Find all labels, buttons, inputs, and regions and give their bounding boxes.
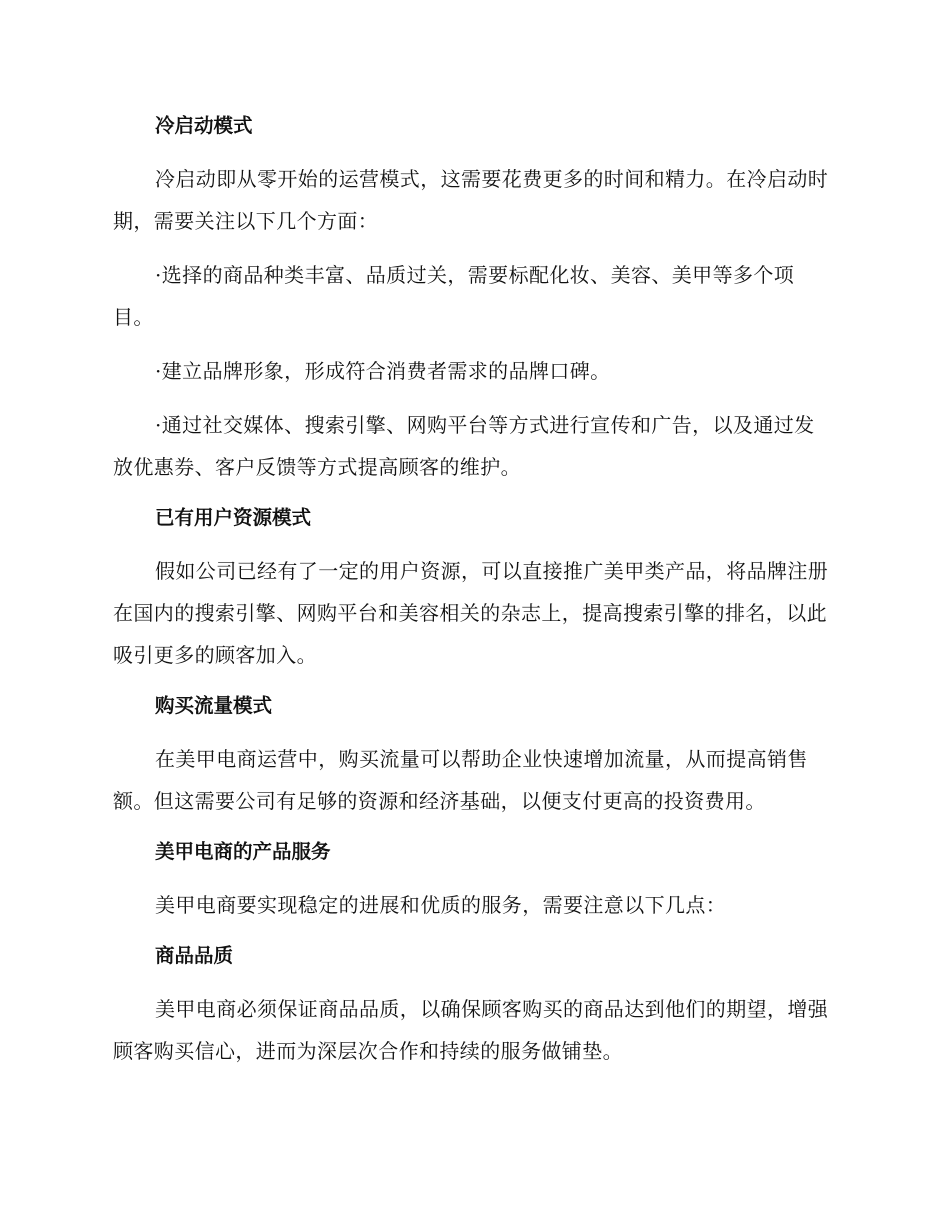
- section-heading-product-service: 美甲电商的产品服务: [155, 840, 331, 863]
- paragraph-product-quality: 美甲电商必须保证商品品质，以确保顾客购买的商品达到他们的期望，增强顾客购买信心，进而为深层次合作和持续的服务做铺垫。: [113, 997, 829, 1063]
- bullet-dot: ·: [155, 413, 162, 437]
- bullet-dot: ·: [155, 359, 162, 383]
- bullet-text: 通过社交媒体、搜索引擎、网购平台等方式进行宣传和广告，以及通过发放优惠券、客户反馈等方式提高顾客的维护。: [113, 413, 815, 479]
- bullet-item-product-variety: [113, 254, 833, 338]
- bullet-dot: ·: [155, 263, 162, 287]
- paragraph-cold-start-intro: 冷启动即从零开始的运营模式，这需要花费更多的时间和精力。在冷启动时期，需要关注以下几个方面：: [113, 167, 829, 233]
- bullet-item-promotion: [113, 404, 833, 488]
- section-heading-buy-traffic: 购买流量模式: [155, 694, 273, 717]
- section-heading-product-quality: 商品品质: [155, 944, 234, 967]
- bullet-text: 选择的商品种类丰富、品质过关，需要标配化妆、美容、美甲等多个项目。: [113, 263, 795, 329]
- section-heading-cold-start: 冷启动模式: [155, 114, 253, 137]
- bullet-text: 建立品牌形象，形成符合消费者需求的品牌口碑。: [161, 359, 611, 383]
- section-heading-existing-users: 已有用户资源模式: [155, 506, 312, 529]
- paragraph-existing-users: 假如公司已经有了一定的用户资源，可以直接推广美甲类产品，将品牌注册在国内的搜索引擎、网购平台和美容相关的杂志上，提高搜索引擎的排名，以此吸引更多的顾客加入。: [113, 559, 829, 667]
- paragraph-buy-traffic: 在美甲电商运营中，购买流量可以帮助企业快速增加流量，从而提高销售额。但这需要公司有足够的资源和经济基础，以便支付更高的投资费用。: [113, 747, 808, 813]
- bullet-item-brand-image: [113, 350, 833, 392]
- paragraph-product-service: 美甲电商要实现稳定的进展和优质的服务，需要注意以下几点：: [155, 893, 727, 917]
- document-page: [113, 108, 833, 1084]
